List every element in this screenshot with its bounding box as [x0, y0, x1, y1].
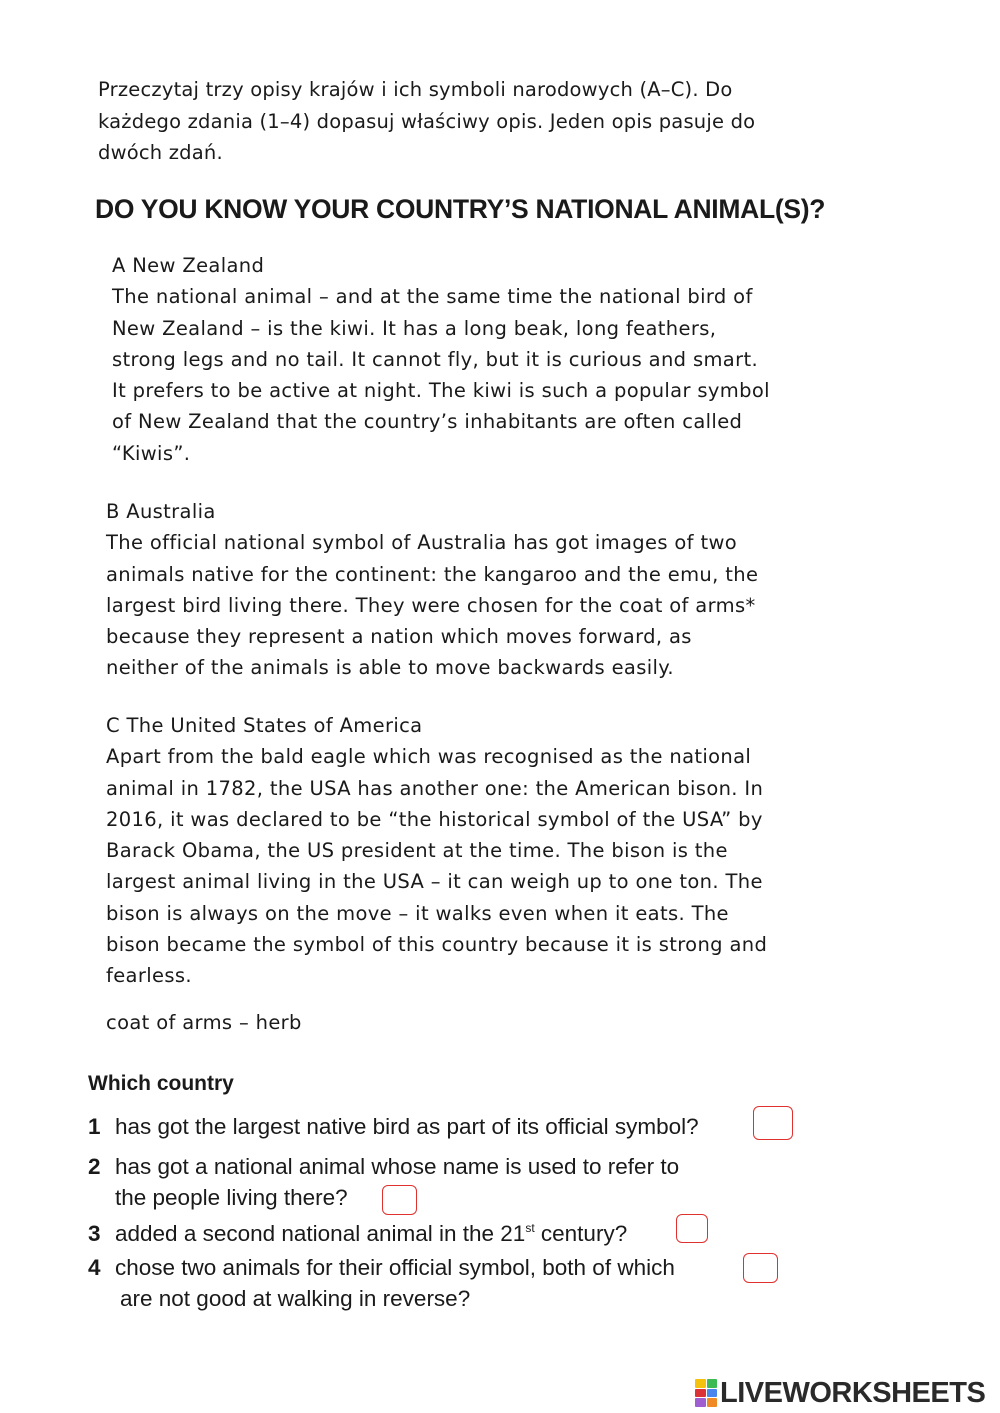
section-heading: B Australia — [106, 500, 216, 523]
logo-square — [707, 1379, 718, 1388]
instructions-line: dwóch zdań. — [98, 141, 223, 164]
question-text: has got the largest native bird as part of its official symbol? — [115, 1114, 699, 1139]
question-4 — [88, 1252, 675, 1283]
logo-square — [707, 1389, 718, 1398]
logo-text: LIVEWORKSHEETS — [720, 1376, 986, 1409]
instructions-line: Przeczytaj trzy opisy krajów i ich symboli narodowych (A–C). Do — [98, 78, 733, 101]
page-title: DO YOU KNOW YOUR COUNTRY’S NATIONAL ANIMAL(S)? — [95, 194, 826, 224]
section-line: strong legs and no tail. It cannot fly, but it is curious and smart. — [112, 347, 759, 371]
question-2 — [88, 1151, 679, 1182]
question-number: 4 — [88, 1255, 101, 1280]
question-number: 3 — [88, 1221, 101, 1246]
section-line: New Zealand – is the kiwi. It has a long beak, long feathers, — [112, 316, 717, 340]
section-australia — [106, 496, 906, 684]
section-heading: A New Zealand — [112, 254, 265, 277]
footnote: coat of arms – herb — [106, 1011, 302, 1034]
section-line: largest animal living in the USA – it can weigh up to one ton. The — [106, 870, 763, 894]
section-usa — [106, 710, 906, 992]
section-line: because they represent a nation which moves forward, as — [106, 625, 692, 649]
question-text: chose two animals for their official symbol, both of which — [115, 1255, 675, 1280]
logo-square — [695, 1379, 706, 1388]
section-line: Apart from the bald eagle which was recognised as the national — [106, 745, 752, 769]
question-3 — [88, 1213, 627, 1249]
question-text: has got a national animal whose name is used to refer to — [115, 1154, 680, 1179]
section-line: neither of the animals is able to move backwards easily. — [106, 656, 674, 680]
question-number: 2 — [88, 1154, 101, 1179]
question-number: 1 — [88, 1114, 101, 1139]
section-line: animal in 1782, the USA has another one: the American bison. In — [106, 776, 764, 800]
section-new-zealand — [112, 250, 912, 469]
ordinal-suffix: st — [525, 1221, 535, 1235]
question-text: added a second national animal in the 21 — [115, 1221, 526, 1246]
section-line: “Kiwis”. — [112, 441, 191, 465]
question-text: century? — [534, 1221, 628, 1246]
instructions-line: każdego zdania (1–4) dopasuj właściwy opis. Jeden opis pasuje do — [98, 109, 756, 133]
section-line: of New Zealand that the country’s inhabitants are often called — [112, 410, 743, 434]
question-1 — [88, 1111, 699, 1142]
section-line: bison became the symbol of this country because it is strong and — [106, 933, 768, 957]
logo-square — [695, 1389, 706, 1398]
instructions — [98, 74, 888, 169]
answer-box-4[interactable] — [743, 1253, 778, 1283]
section-line: fearless. — [106, 964, 192, 988]
section-line: It prefers to be active at night. The kiwi is such a popular symbol — [112, 379, 770, 403]
section-line: bison is always on the move – it walks even when it eats. The — [106, 901, 729, 925]
section-heading: C The United States of America — [106, 714, 423, 737]
logo-square — [707, 1398, 718, 1407]
logo-square — [695, 1398, 706, 1407]
liveworksheets-logo[interactable] — [695, 1375, 995, 1411]
section-line: The national animal – and at the same time the national bird of — [112, 285, 753, 309]
question-2-line2: the people living there? — [115, 1185, 348, 1210]
section-line: Barack Obama, the US president at the time. The bison is the — [106, 839, 728, 863]
answer-box-1[interactable] — [753, 1106, 793, 1140]
section-line: The official national symbol of Australia has got images of two — [106, 531, 738, 555]
section-line: largest bird living there. They were chosen for the coat of arms* — [106, 593, 756, 617]
answer-box-2[interactable] — [382, 1185, 417, 1215]
section-line: 2016, it was declared to be “the historical symbol of the USA” by — [106, 807, 763, 831]
section-line: animals native for the continent: the kangaroo and the emu, the — [106, 562, 759, 586]
liveworksheets-icon — [695, 1379, 717, 1407]
question-4-line2: are not good at walking in reverse? — [120, 1286, 471, 1311]
answer-box-3[interactable] — [676, 1214, 708, 1243]
questions-heading: Which country — [88, 1072, 234, 1095]
